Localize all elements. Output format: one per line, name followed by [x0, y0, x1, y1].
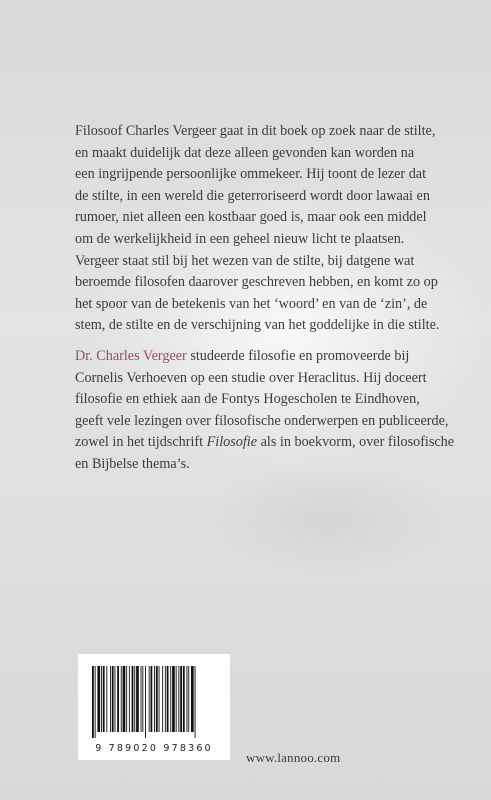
barcode-bar: [180, 666, 182, 732]
bio-text: filosofie en ethiek aan de Fontys Hogescholen te Eindhoven,: [75, 391, 420, 408]
description-line: om de werkelijkheid in een geheel nieuw licht te plaatsen.: [75, 230, 405, 247]
description-line: rumoer, niet alleen een kostbaar goed is, maar ook een middel: [75, 209, 427, 226]
barcode-bar: [149, 666, 150, 732]
barcode-bar: [172, 666, 175, 732]
description-line: Vergeer staat stil bij het wezen van de stilte, bij datgene wat: [75, 252, 415, 269]
barcode-bar: [141, 666, 142, 732]
description-line: het spoor van de betekenis van het ‘woord’ en van de ‘zin’, de: [75, 295, 428, 312]
barcode-bar: [188, 666, 189, 732]
barcode-bar: [92, 666, 94, 738]
barcode-bar: [154, 666, 155, 732]
barcode-bar: [170, 666, 171, 732]
barcode-bar: [145, 666, 146, 738]
isbn-number: 9 789020 978360: [95, 743, 213, 754]
barcode-bar: [165, 666, 166, 732]
barcode-bar: [132, 666, 134, 732]
description-line: stem, de stilte en de verschijning van het goddelijke in die stilte.: [75, 317, 440, 334]
barcode-bar: [191, 666, 194, 732]
publisher-website: www.lannoo.com: [246, 750, 341, 765]
description-line: Filosoof Charles Vergeer gaat in dit boek op zoek naar de stilte,: [75, 123, 436, 139]
barcode-bar: [156, 666, 158, 732]
bio-text: Cornelis Verhoeven op een studie over Heraclitus. Hij doceert: [75, 369, 427, 386]
description-line: en maakt duidelijk dat deze alleen gevonden kan worden na: [75, 144, 415, 161]
barcode-bar: [167, 666, 169, 732]
barcode-bar: [159, 666, 160, 732]
barcode-bar: [110, 666, 111, 732]
bio-text: en Bijbelse thema’s.: [75, 455, 190, 472]
barcode-bar: [142, 666, 143, 732]
barcode-bar: [117, 666, 119, 732]
barcode-bar: [103, 666, 105, 732]
barcode: [78, 654, 230, 760]
bio-text: als in boekvorm, over filosofische: [257, 434, 455, 451]
barcode-bar: [121, 666, 122, 732]
barcode-bar: [106, 666, 107, 732]
barcode-bar: [112, 666, 114, 732]
barcode-bars: [90, 666, 218, 738]
barcode-bar: [129, 666, 130, 732]
barcode-bar: [178, 666, 179, 732]
barcode-bar: [195, 666, 196, 738]
barcode-bar: [187, 666, 188, 732]
barcode-bar: [101, 666, 102, 732]
barcode-bar: [123, 666, 126, 732]
description-line: de stilte, in een wereld die geterroriseerd wordt door lawaai en: [75, 187, 430, 204]
journal-title: Filosofie: [206, 434, 258, 451]
bio-text: studeerde filosofie en promoveerde bij: [186, 348, 410, 364]
description-line: beroemde filosofen daarover geschreven hebben, en komt zo op: [75, 274, 438, 291]
barcode-bar: [183, 666, 185, 732]
barcode-bar: [115, 666, 116, 732]
barcode-bar: [95, 666, 96, 738]
barcode-bar: [134, 666, 135, 732]
barcode-bar: [97, 666, 100, 732]
barcode-bar: [151, 666, 153, 732]
book-description: [75, 121, 475, 337]
author-name: Dr. Charles Vergeer: [75, 348, 187, 364]
barcode-bar: [162, 666, 163, 732]
author-bio: [75, 346, 475, 476]
barcode-bar: [126, 666, 127, 732]
description-line: een ingrijpende persoonlijke ommekeer. Hij toont de lezer dat: [75, 166, 427, 183]
bio-text: zowel in het tijdschrift: [75, 434, 207, 451]
barcode-bar: [136, 666, 139, 732]
bio-text: geeft vele lezingen over filosofische onderwerpen en publiceerde,: [75, 412, 449, 429]
barcode-bar: [176, 666, 177, 732]
